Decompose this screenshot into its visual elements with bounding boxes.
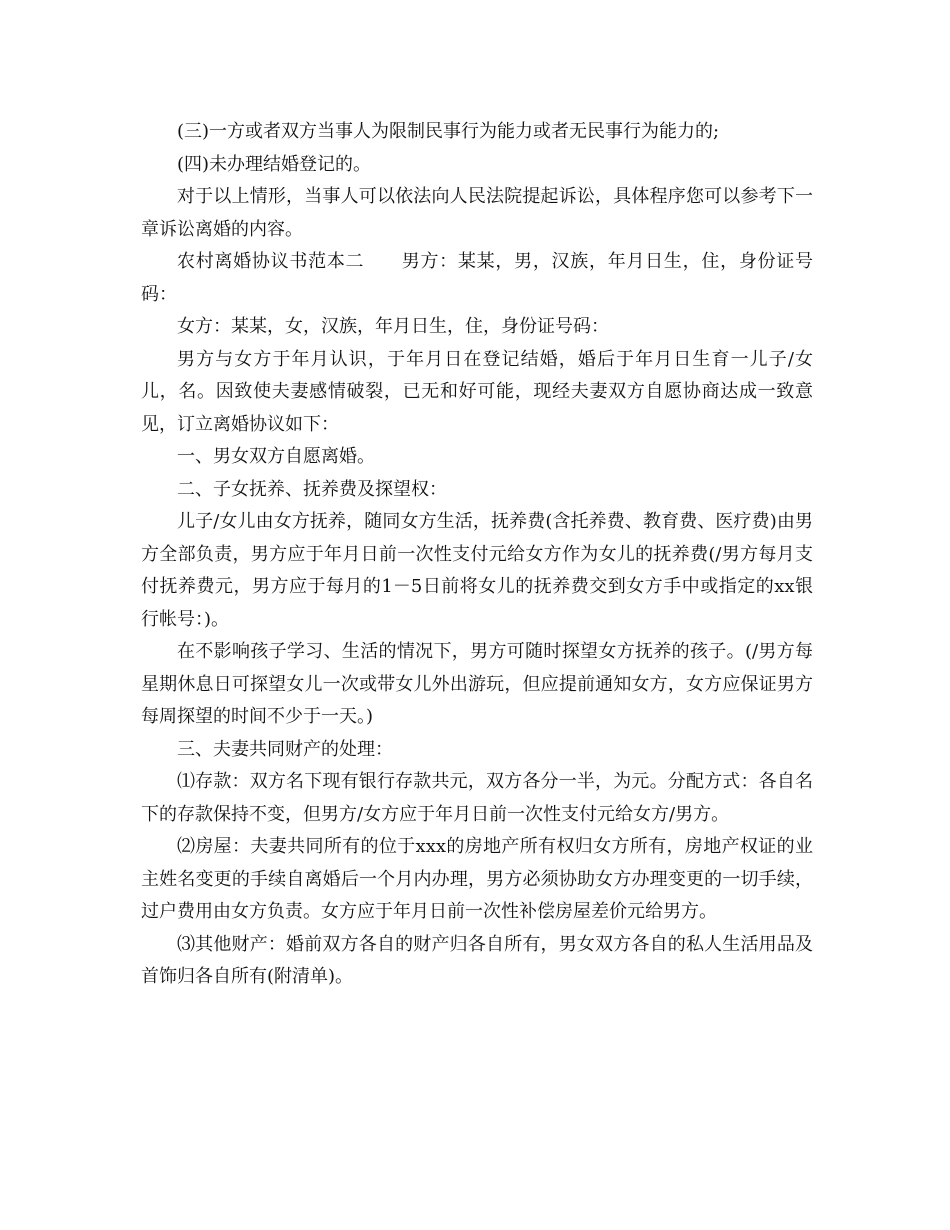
paragraph-section-3-heading: 三、夫妻共同财产的处理： [177,738,393,760]
paragraph-template-title-man: 农村离婚协议书范本二 男方：某某，男，汉族，年月日生，住，身份证号码： [141,251,813,305]
paragraph-house: ⑵房屋：夫妻共同所有的位于xxx的房地产所有权归女方所有，房地产权证的业主姓名变更的手续自离婚后一个月内办理，男方必须协助女方办理变更的一切手续，过户费用由女方负责。女方应于年月日前一次性补偿房屋差价元给男方。 [141,836,813,922]
document-body [141,116,813,994]
paragraph-visitation: 在不影响孩子学习、生活的情况下，男方可随时探望女方抚养的孩子。(/男方每星期休息日可探望女儿一次或带女儿外出游玩，但应提前通知女方，女方应保证男方每周探望的时间不少于一天。) [141,641,813,727]
paragraph-other-property: ⑶其他财产：婚前双方各自的财产归各自所有，男女双方各自的私人生活用品及首饰归各自所有(附清单)。 [141,933,813,987]
paragraph-child-support: 儿子/女儿由女方抚养，随同女方生活，抚养费(含托养费、教育费、医疗费)由男方全部负责，男方应于年月日前一次性支付元给女方作为女儿的抚养费(/男方每月支付抚养费元，男方应于每月的1－5日前将女儿的抚养费交到女方手中或指定的xx银行帐号：)。 [141,511,813,630]
paragraph-section-2-heading: 二、子女抚养、抚养费及探望权： [177,478,447,500]
paragraph-woman-info: 女方：某某，女，汉族，年月日生，住，身份证号码： [177,316,609,337]
paragraph-litigation-note: 对于以上情形，当事人可以依法向人民法院提起诉讼，具体程序您可以参考下一章诉讼离婚的内容。 [141,186,813,240]
paragraph-section-1: 一、男女双方自愿离婚。 [177,446,375,467]
paragraph-marriage-background: 男方与女方于年月认识，于年月日在登记结婚，婚后于年月日生育一儿子/女儿，名。因致使夫妻感情破裂，已无和好可能，现经夫妻双方自愿协商达成一致意见，订立离婚协议如下： [141,348,813,435]
paragraph-deposits: ⑴存款：双方名下现有银行存款共元，双方各分一半，为元。分配方式：各自名下的存款保持不变，但男方/女方应于年月日前一次性支付元给女方/男方。 [141,771,813,825]
paragraph-clause-4: (四)未办理结婚登记的。 [177,153,372,175]
paragraph-clause-3: (三)一方或者双方当事人为限制民事行为能力或者无民事行为能力的; [177,121,720,142]
